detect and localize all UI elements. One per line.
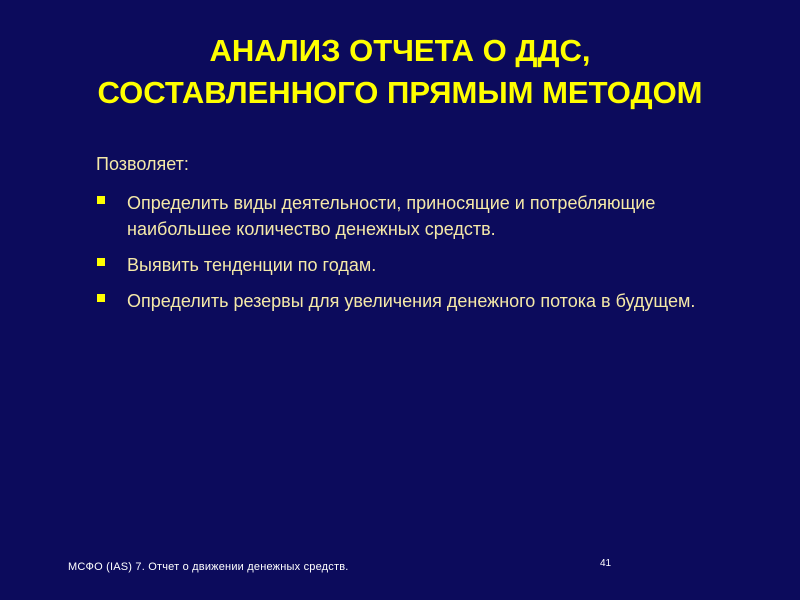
slide-title-line-1: АНАЛИЗ ОТЧЕТА О ДДС, — [209, 33, 591, 68]
slide-title — [20, 30, 780, 114]
bullet-text-1: Определить виды деятельности, приносящие и потребляющие наибольшее количество денежных средств. — [127, 193, 656, 239]
bullet-item-1 — [96, 190, 736, 242]
bullet-item-2 — [96, 252, 736, 278]
bullet-item-3 — [96, 288, 736, 314]
slide-number: 41 — [600, 558, 612, 569]
slide-title-line-2: СОСТАВЛЕННОГО ПРЯМЫМ МЕТОДОМ — [97, 75, 703, 110]
square-bullet-icon — [97, 196, 105, 204]
square-bullet-icon — [97, 258, 105, 266]
slide-footer: МСФО (IAS) 7. Отчет о движении денежных средств. — [68, 561, 349, 573]
bullet-text-2: Выявить тенденции по годам. — [127, 255, 377, 275]
bullet-text-3: Определить резервы для увеличения денежного потока в будущем. — [127, 291, 696, 311]
bullet-list — [96, 190, 736, 314]
square-bullet-icon — [97, 294, 105, 302]
intro-text: Позволяет: — [96, 154, 189, 174]
